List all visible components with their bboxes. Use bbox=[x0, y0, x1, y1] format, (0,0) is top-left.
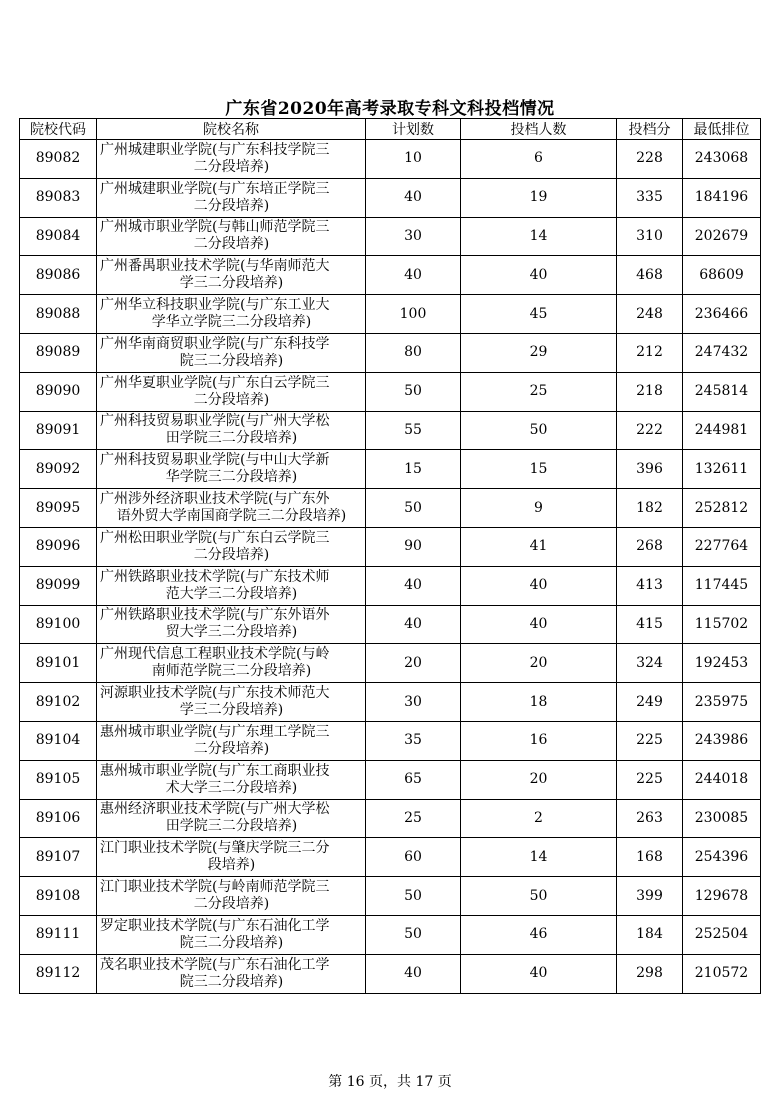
school-name-line: 院三二分段培养) bbox=[179, 934, 284, 951]
cell-school-code: 89095 bbox=[20, 489, 97, 528]
school-name-line: 广州铁路职业技术学院(与广东技术师 bbox=[100, 568, 330, 585]
cell-school-name bbox=[97, 644, 366, 683]
cell-school-name bbox=[97, 295, 366, 334]
cell-admitted-count: 15 bbox=[461, 450, 617, 489]
cell-school-code: 89090 bbox=[20, 372, 97, 411]
cell-school-code: 89100 bbox=[20, 605, 97, 644]
school-name-line: 术大学三二分段培养) bbox=[165, 779, 298, 796]
cell-school-code: 89092 bbox=[20, 450, 97, 489]
cell-school-code: 89111 bbox=[20, 915, 97, 954]
cell-min-rank: 236466 bbox=[683, 295, 761, 334]
school-name-line: 贸大学三二分段培养) bbox=[165, 624, 298, 641]
cell-min-rank: 252504 bbox=[683, 915, 761, 954]
school-name-line: 院三二分段培养) bbox=[179, 973, 284, 990]
cell-plan: 40 bbox=[366, 178, 461, 217]
cell-plan: 60 bbox=[366, 838, 461, 877]
school-name-line: 惠州经济职业技术学院(与广州大学松 bbox=[100, 801, 330, 818]
school-name-line: 二分段培养) bbox=[193, 236, 270, 253]
cell-school-name bbox=[97, 877, 366, 916]
school-name-line: 广州现代信息工程职业技术学院(与岭 bbox=[100, 646, 330, 663]
table-row bbox=[20, 527, 761, 566]
cell-min-rank: 184196 bbox=[683, 178, 761, 217]
cell-score: 222 bbox=[617, 411, 683, 450]
school-name-line: 江门职业技术学院(与岭南师范学院三 bbox=[100, 879, 330, 896]
school-name-line: 二分段培养) bbox=[193, 197, 270, 214]
table-row bbox=[20, 140, 761, 179]
header-school-name: 院校名称 bbox=[97, 119, 366, 140]
cell-min-rank: 245814 bbox=[683, 372, 761, 411]
cell-score: 225 bbox=[617, 721, 683, 760]
cell-score: 399 bbox=[617, 877, 683, 916]
table-row bbox=[20, 489, 761, 528]
cell-school-code: 89106 bbox=[20, 799, 97, 838]
cell-min-rank: 243986 bbox=[683, 721, 761, 760]
cell-admitted-count: 46 bbox=[461, 915, 617, 954]
cell-school-code: 89102 bbox=[20, 683, 97, 722]
cell-score: 310 bbox=[617, 217, 683, 256]
header-school-code: 院校代码 bbox=[20, 119, 97, 140]
cell-min-rank: 247432 bbox=[683, 333, 761, 372]
cell-school-name bbox=[97, 178, 366, 217]
cell-score: 212 bbox=[617, 333, 683, 372]
school-name-line: 惠州城市职业学院(与广东工商职业技 bbox=[100, 762, 330, 779]
cell-admitted-count: 19 bbox=[461, 178, 617, 217]
school-name-line: 广州华夏职业学院(与广东白云学院三 bbox=[100, 374, 330, 391]
cell-plan: 30 bbox=[366, 217, 461, 256]
cell-score: 168 bbox=[617, 838, 683, 877]
cell-score: 263 bbox=[617, 799, 683, 838]
school-name-line: 学三二分段培养) bbox=[179, 275, 284, 292]
table-row bbox=[20, 799, 761, 838]
cell-school-code: 89082 bbox=[20, 140, 97, 179]
table-row bbox=[20, 877, 761, 916]
table-row bbox=[20, 411, 761, 450]
admission-table bbox=[19, 118, 761, 994]
cell-min-rank: 244981 bbox=[683, 411, 761, 450]
school-name-line: 华学院三二分段培养) bbox=[165, 469, 298, 486]
cell-plan: 50 bbox=[366, 489, 461, 528]
cell-min-rank: 129678 bbox=[683, 877, 761, 916]
cell-school-code: 89089 bbox=[20, 333, 97, 372]
table-row bbox=[20, 954, 761, 993]
cell-min-rank: 254396 bbox=[683, 838, 761, 877]
cell-score: 182 bbox=[617, 489, 683, 528]
cell-plan: 50 bbox=[366, 877, 461, 916]
cell-school-name bbox=[97, 954, 366, 993]
cell-plan: 25 bbox=[366, 799, 461, 838]
cell-score: 413 bbox=[617, 566, 683, 605]
cell-admitted-count: 2 bbox=[461, 799, 617, 838]
cell-score: 468 bbox=[617, 256, 683, 295]
cell-school-code: 89108 bbox=[20, 877, 97, 916]
cell-school-name bbox=[97, 605, 366, 644]
cell-plan: 50 bbox=[366, 915, 461, 954]
school-name-line: 二分段培养) bbox=[193, 391, 270, 408]
cell-min-rank: 192453 bbox=[683, 644, 761, 683]
table-row bbox=[20, 295, 761, 334]
cell-score: 268 bbox=[617, 527, 683, 566]
header-min-rank: 最低排位 bbox=[683, 119, 761, 140]
cell-school-code: 89091 bbox=[20, 411, 97, 450]
school-name-line: 广州城市职业学院(与韩山师范学院三 bbox=[100, 219, 330, 236]
cell-school-code: 89099 bbox=[20, 566, 97, 605]
cell-min-rank: 227764 bbox=[683, 527, 761, 566]
cell-min-rank: 244018 bbox=[683, 760, 761, 799]
cell-school-name bbox=[97, 683, 366, 722]
school-name-line: 江门职业技术学院(与肇庆学院三二分 bbox=[100, 840, 330, 857]
school-name-line: 广州城建职业学院(与广东科技学院三 bbox=[100, 141, 330, 158]
cell-school-code: 89101 bbox=[20, 644, 97, 683]
school-name-line: 罗定职业技术学院(与广东石油化工学 bbox=[100, 917, 330, 934]
table-row bbox=[20, 838, 761, 877]
cell-score: 225 bbox=[617, 760, 683, 799]
cell-plan: 40 bbox=[366, 954, 461, 993]
cell-score: 249 bbox=[617, 683, 683, 722]
cell-school-name bbox=[97, 838, 366, 877]
cell-plan: 80 bbox=[366, 333, 461, 372]
cell-min-rank: 117445 bbox=[683, 566, 761, 605]
table-row bbox=[20, 178, 761, 217]
school-name-line: 二分段培养) bbox=[193, 896, 270, 913]
cell-school-code: 89105 bbox=[20, 760, 97, 799]
school-name-line: 广州松田职业学院(与广东白云学院三 bbox=[100, 529, 330, 546]
cell-admitted-count: 14 bbox=[461, 217, 617, 256]
cell-school-code: 89086 bbox=[20, 256, 97, 295]
cell-min-rank: 243068 bbox=[683, 140, 761, 179]
school-name-line: 广州涉外经济职业技术学院(与广东外 bbox=[100, 491, 330, 508]
school-name-line: 二分段培养) bbox=[193, 740, 270, 757]
cell-admitted-count: 40 bbox=[461, 954, 617, 993]
table-row bbox=[20, 333, 761, 372]
table-row bbox=[20, 372, 761, 411]
cell-plan: 30 bbox=[366, 683, 461, 722]
cell-plan: 40 bbox=[366, 566, 461, 605]
school-name-line: 段培养) bbox=[207, 857, 256, 874]
cell-admitted-count: 16 bbox=[461, 721, 617, 760]
cell-school-name bbox=[97, 333, 366, 372]
cell-admitted-count: 29 bbox=[461, 333, 617, 372]
table-row bbox=[20, 450, 761, 489]
cell-plan: 40 bbox=[366, 256, 461, 295]
cell-score: 228 bbox=[617, 140, 683, 179]
cell-school-name bbox=[97, 140, 366, 179]
school-name-line: 广州华南商贸职业学院(与广东科技学 bbox=[100, 335, 330, 352]
school-name-line: 广州铁路职业技术学院(与广东外语外 bbox=[100, 607, 330, 624]
cell-school-name bbox=[97, 527, 366, 566]
cell-school-name bbox=[97, 217, 366, 256]
cell-admitted-count: 9 bbox=[461, 489, 617, 528]
cell-plan: 55 bbox=[366, 411, 461, 450]
header-admitted-count: 投档人数 bbox=[461, 119, 617, 140]
page-title: 广东省2020年高考录取专科文科投档情况 bbox=[225, 99, 555, 119]
school-name-line: 田学院三二分段培养) bbox=[165, 818, 298, 835]
cell-admitted-count: 40 bbox=[461, 256, 617, 295]
school-name-line: 广州城建职业学院(与广东培正学院三 bbox=[100, 180, 330, 197]
cell-admitted-count: 25 bbox=[461, 372, 617, 411]
cell-plan: 10 bbox=[366, 140, 461, 179]
table-row bbox=[20, 605, 761, 644]
table-row bbox=[20, 721, 761, 760]
cell-score: 335 bbox=[617, 178, 683, 217]
cell-score: 298 bbox=[617, 954, 683, 993]
cell-min-rank: 252812 bbox=[683, 489, 761, 528]
cell-min-rank: 230085 bbox=[683, 799, 761, 838]
school-name-line: 范大学三二分段培养) bbox=[165, 585, 298, 602]
table-row bbox=[20, 915, 761, 954]
cell-school-name bbox=[97, 799, 366, 838]
cell-school-name bbox=[97, 450, 366, 489]
cell-school-code: 89112 bbox=[20, 954, 97, 993]
cell-plan: 40 bbox=[366, 605, 461, 644]
school-name-line: 院三二分段培养) bbox=[179, 352, 284, 369]
cell-admitted-count: 50 bbox=[461, 411, 617, 450]
school-name-line: 河源职业技术学院(与广东技术师范大 bbox=[100, 685, 330, 702]
cell-admitted-count: 20 bbox=[461, 644, 617, 683]
school-name-line: 学三二分段培养) bbox=[179, 702, 284, 719]
table-header-row bbox=[20, 119, 761, 140]
cell-plan: 100 bbox=[366, 295, 461, 334]
school-name-line: 语外贸大学南国商学院三二分段培养) bbox=[116, 508, 347, 525]
cell-score: 248 bbox=[617, 295, 683, 334]
table-row bbox=[20, 760, 761, 799]
school-name-line: 广州华立科技职业学院(与广东工业大 bbox=[100, 297, 330, 314]
cell-min-rank: 202679 bbox=[683, 217, 761, 256]
cell-admitted-count: 6 bbox=[461, 140, 617, 179]
school-name-line: 惠州城市职业学院(与广东理工学院三 bbox=[100, 723, 330, 740]
cell-school-name bbox=[97, 489, 366, 528]
cell-school-code: 89096 bbox=[20, 527, 97, 566]
cell-score: 324 bbox=[617, 644, 683, 683]
cell-plan: 20 bbox=[366, 644, 461, 683]
cell-school-code: 89104 bbox=[20, 721, 97, 760]
cell-admitted-count: 50 bbox=[461, 877, 617, 916]
table-row bbox=[20, 566, 761, 605]
cell-score: 396 bbox=[617, 450, 683, 489]
cell-school-name bbox=[97, 721, 366, 760]
header-plan: 计划数 bbox=[366, 119, 461, 140]
cell-admitted-count: 41 bbox=[461, 527, 617, 566]
cell-school-name bbox=[97, 566, 366, 605]
cell-plan: 50 bbox=[366, 372, 461, 411]
cell-school-name bbox=[97, 915, 366, 954]
school-name-line: 广州科技贸易职业学院(与中山大学新 bbox=[100, 452, 330, 469]
cell-score: 415 bbox=[617, 605, 683, 644]
cell-admitted-count: 14 bbox=[461, 838, 617, 877]
cell-min-rank: 115702 bbox=[683, 605, 761, 644]
cell-plan: 65 bbox=[366, 760, 461, 799]
cell-school-code: 89088 bbox=[20, 295, 97, 334]
cell-plan: 35 bbox=[366, 721, 461, 760]
cell-plan: 15 bbox=[366, 450, 461, 489]
cell-min-rank: 132611 bbox=[683, 450, 761, 489]
cell-school-name bbox=[97, 411, 366, 450]
school-name-line: 学华立学院三二分段培养) bbox=[151, 314, 312, 331]
table-row bbox=[20, 217, 761, 256]
page-footer: 第 16 页，共 17 页 bbox=[328, 1074, 452, 1090]
school-name-line: 广州科技贸易职业学院(与广州大学松 bbox=[100, 413, 330, 430]
cell-school-name bbox=[97, 256, 366, 295]
table-row bbox=[20, 644, 761, 683]
cell-score: 218 bbox=[617, 372, 683, 411]
cell-school-name bbox=[97, 760, 366, 799]
cell-school-code: 89084 bbox=[20, 217, 97, 256]
table-row bbox=[20, 256, 761, 295]
cell-min-rank: 68609 bbox=[683, 256, 761, 295]
header-score: 投档分 bbox=[617, 119, 683, 140]
school-name-line: 田学院三二分段培养) bbox=[165, 430, 298, 447]
school-name-line: 南师范学院三二分段培养) bbox=[151, 663, 312, 680]
cell-score: 184 bbox=[617, 915, 683, 954]
cell-admitted-count: 18 bbox=[461, 683, 617, 722]
school-name-line: 广州番禺职业技术学院(与华南师范大 bbox=[100, 258, 330, 275]
cell-min-rank: 210572 bbox=[683, 954, 761, 993]
cell-admitted-count: 40 bbox=[461, 566, 617, 605]
school-name-line: 茂名职业技术学院(与广东石油化工学 bbox=[100, 956, 330, 973]
cell-admitted-count: 20 bbox=[461, 760, 617, 799]
school-name-line: 二分段培养) bbox=[193, 546, 270, 563]
school-name-line: 二分段培养) bbox=[193, 158, 270, 175]
cell-school-code: 89083 bbox=[20, 178, 97, 217]
cell-school-name bbox=[97, 372, 366, 411]
cell-min-rank: 235975 bbox=[683, 683, 761, 722]
cell-school-code: 89107 bbox=[20, 838, 97, 877]
cell-admitted-count: 40 bbox=[461, 605, 617, 644]
table-row bbox=[20, 683, 761, 722]
cell-plan: 90 bbox=[366, 527, 461, 566]
cell-admitted-count: 45 bbox=[461, 295, 617, 334]
